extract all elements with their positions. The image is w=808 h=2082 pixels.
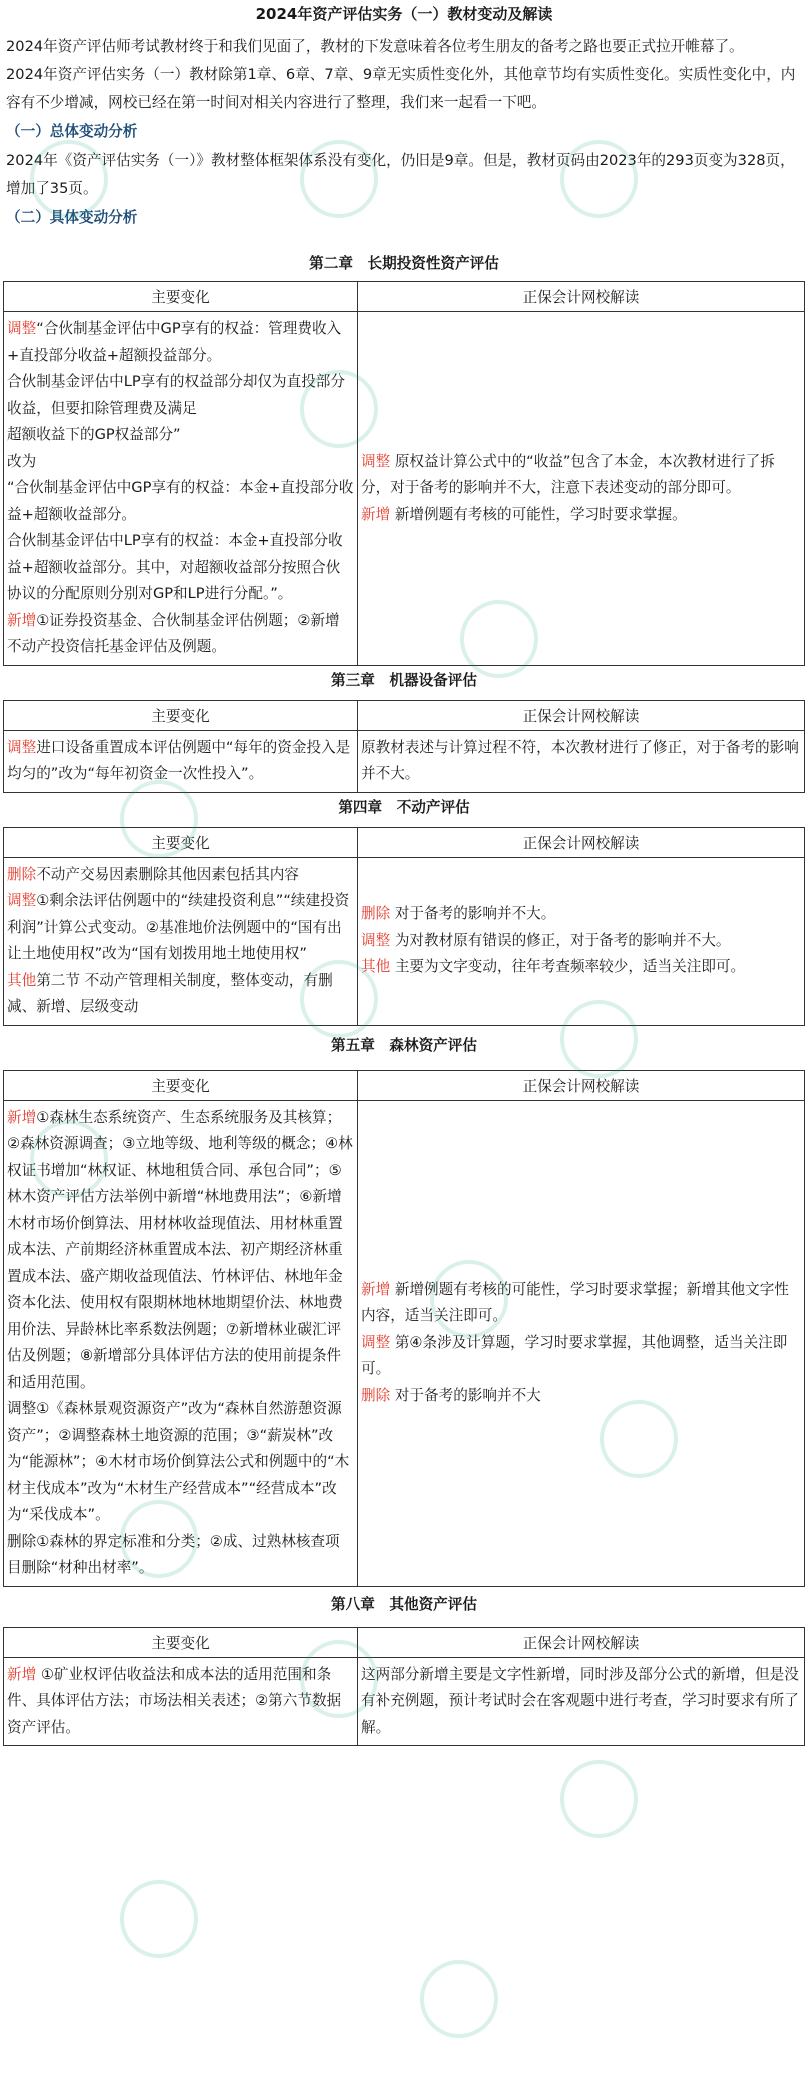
intro-paragraph-2: 2024年资产评估实务（一）教材除第1章、6章、7章、9章无实质性变化外，其他章节均有实质性变化。实质性变化中，内容有不少增减，网校已经在第一时间对相关内容进行了整理，我们来一起看一下吧。	[6, 66, 796, 111]
column-header-interpretation: 正保会计网校解读	[358, 282, 805, 312]
column-header-interpretation: 正保会计网校解读	[358, 1070, 805, 1100]
change-tag-add: 新增	[7, 1665, 37, 1683]
change-tag-adjust: 调整	[7, 892, 37, 909]
chapter-8-title: 第八章 其他资产评估	[331, 1595, 477, 1613]
change-tag-other: 其他	[7, 971, 37, 989]
chapter-5-title: 第五章 森林资产评估	[331, 1036, 477, 1054]
column-header-changes: 主要变化	[4, 700, 358, 730]
change-tag-add: 新增	[361, 505, 391, 523]
chapter-8-changes-cell	[4, 1657, 358, 1746]
chapter-8-table	[3, 1627, 805, 1747]
chapter-5-changes-cell	[4, 1100, 358, 1586]
entry-text: ①证券投资基金、合伙制基金评估例题；②新增不动产投资信托基金评估及例题。	[7, 611, 340, 655]
chapter-4-changes-cell	[4, 857, 358, 1025]
change-tag-add: 新增	[7, 611, 37, 629]
ch4-left-entry	[7, 968, 354, 1021]
chapter-3-interpretation-cell	[358, 730, 805, 792]
ch4-left-entry	[7, 888, 354, 968]
entry-text: ①矿业权评估收益法和成本法的适用范围和条件、具体评估方法；市场法相关表述；②第六节数据资产评估。	[7, 1665, 342, 1736]
change-tag-other: 其他	[361, 958, 391, 976]
chapter-4-title: 第四章 不动产评估	[338, 798, 470, 816]
chapter-4-interpretation-cell	[358, 857, 805, 1025]
change-tag-add: 新增	[7, 1108, 37, 1126]
chapter-5-table	[3, 1070, 805, 1587]
ch3-left-entry	[7, 735, 354, 788]
entry-text: 第④条涉及计算题，学习时要求掌握，其他调整，适当关注即可。	[361, 1333, 788, 1378]
entry-text: 主要为文字变动，往年考查频率较少，适当关注即可。	[390, 958, 746, 976]
change-tag-adjust: 调整	[361, 1333, 391, 1351]
entry-text: 调整①《森林景观资源资产”改为“森林自然游憩资源资产”；②调整森林土地资源的范围；③“薪炭林”改为“能源林”；④木材市场价倒算法公式和例题中的“木材主伐成本”改为“木材生产经营成本”“经营成本”改为“采伐成本”。	[7, 1400, 350, 1523]
ch2-left-entry	[7, 608, 354, 661]
watermark-logo	[420, 1960, 506, 2046]
column-header-changes: 主要变化	[4, 827, 358, 857]
chapter-3-table	[3, 700, 805, 793]
column-header-changes: 主要变化	[4, 282, 358, 312]
chapter-2-title: 第二章 长期投资性资产评估	[309, 255, 499, 272]
watermark-logo	[560, 1760, 646, 1846]
entry-text: 删除①森林的界定标准和分类；②成、过熟林核查项目删除“材种出材率”。	[7, 1532, 340, 1576]
watermark-logo	[120, 1880, 206, 1966]
entry-text: 原权益计算公式中的“收益”包含了本金，本次教材进行了拆分，对于备考的影响并不大，注意下表述变动的部分即可。	[361, 452, 775, 496]
entry-text: 超额收益下的GP权益部分”	[7, 426, 181, 443]
entry-text: 合伙制基金评估中LP享有的权益：本金+直投部分收益+超额收益部分。其中，对超额收益部分按照合伙协议的分配原则分别对GP和LP进行分配。”。	[7, 532, 343, 602]
change-tag-adjust: 调整	[7, 320, 37, 337]
ch2-right-entry	[361, 449, 801, 502]
change-tag-delete: 删除	[361, 1386, 391, 1404]
ch4-right-entry	[361, 928, 801, 955]
chapter-2-interpretation-cell	[358, 312, 805, 666]
ch8-left-entry	[7, 1662, 354, 1742]
entry-text: 第二节 不动产管理相关制度，整体变动，有删减、新增、层级变动	[7, 971, 333, 1015]
ch5-left-entry	[7, 1396, 354, 1529]
chapter-2-changes-cell	[4, 312, 358, 666]
ch2-left-entry	[7, 422, 354, 449]
ch2-left-entry	[7, 528, 354, 608]
entry-text: 不动产交易因素删除其他因素包括其内容	[36, 865, 299, 883]
entry-text: 改为	[7, 452, 37, 470]
ch5-left-entry	[7, 1529, 354, 1582]
entry-text: 对于备考的影响并不大。	[390, 905, 556, 923]
change-tag-delete: 删除	[7, 865, 37, 883]
ch2-left-entry	[7, 316, 354, 369]
column-header-interpretation: 正保会计网校解读	[358, 1627, 805, 1657]
section-heading-overall: （一）总体变动分析	[6, 123, 138, 140]
ch2-left-entry	[7, 475, 354, 528]
column-header-interpretation: 正保会计网校解读	[358, 827, 805, 857]
chapter-2-table	[3, 281, 805, 666]
entry-text: ①剩余法评估例题中的“续建投资利息”“续建投资利润”计算公式变动。②基准地价法例题中的“国有出让土地使用权”改为“国有划拨用地土地使用权”	[7, 892, 350, 962]
ch8-right-entry	[361, 1662, 801, 1742]
ch5-left-entry	[7, 1105, 354, 1397]
ch4-left-entry	[7, 862, 354, 889]
change-tag-add: 新增	[361, 1280, 391, 1298]
entry-text: ①森林生态系统资产、生态系统服务及其核算；②森林资源调查；③立地等级、地利等级的概念；④林权证书增加“林权证、林地租赁合同、承包合同”；⑤林木资产评估方法举例中新增“林地费用法”；⑥新增木材市场价倒算法、用材林收益现值法、用材林重置成本法、产前期经济林重置成本法、初产期经济林重置成本法、盛产期收益现值法、竹林评估、林地年金资本化法、使用权有限期林地林地期望价法、林地费用价法、异龄林比率系数法例题；⑦新增林业碳汇评估及例题；⑧新增部分具体评估方法的使用前提条件和适用范围。	[7, 1108, 353, 1391]
entry-text: “合伙制基金评估中GP享有的权益：管理费收入+直投部分收益+超额投益部分。	[7, 320, 342, 364]
chapter-8-interpretation-cell	[358, 1657, 805, 1746]
entry-text: 新增例题有考核的可能性，学习时要求掌握。	[390, 505, 687, 523]
ch2-left-entry	[7, 449, 354, 476]
ch5-right-entry	[361, 1383, 801, 1410]
entry-text: 进口设备重置成本评估例题中“每年的资金投入是均匀的”改为“每年初资金一次性投入”。	[7, 738, 351, 782]
entry-text: 对于备考的影响并不大	[390, 1386, 541, 1404]
ch4-right-entry	[361, 901, 801, 928]
chapter-5-interpretation-cell	[358, 1100, 805, 1586]
section-heading-specific: （二）具体变动分析	[6, 209, 138, 226]
change-tag-adjust: 调整	[361, 931, 391, 949]
ch5-right-entry	[361, 1330, 801, 1383]
entry-text: 为对教材原有错误的修正，对于备考的影响并不大。	[390, 931, 731, 949]
entry-text: 原教材表述与计算过程不符，本次教材进行了修正，对于备考的影响并不大。	[361, 738, 799, 782]
ch3-right-entry	[361, 735, 801, 788]
intro-paragraph-1: 2024年资产评估师考试教材终于和我们见面了，教材的下发意味着各位考生朋友的备考之路也要正式拉开帷幕了。	[6, 38, 744, 55]
document-title: 2024年资产评估实务（一）教材变动及解读	[255, 5, 553, 23]
ch2-right-entry	[361, 502, 801, 529]
column-header-changes: 主要变化	[4, 1070, 358, 1100]
intro-paragraph-3: 2024年《资产评估实务（一）》教材整体框架体系没有变化，仍旧是9章。但是，教材页码由2023年的293页变为328页，增加了35页。	[6, 152, 795, 197]
ch4-right-entry	[361, 954, 801, 981]
ch5-right-entry	[361, 1277, 801, 1330]
column-header-changes: 主要变化	[4, 1627, 358, 1657]
ch2-left-entry	[7, 369, 354, 422]
chapter-3-changes-cell	[4, 730, 358, 792]
change-tag-delete: 删除	[361, 905, 391, 923]
entry-text: 这两部分新增主要是文字性新增，同时涉及部分公式的新增，但是没有补充例题，预计考试时会在客观题中进行考查，学习时要求有所了解。	[361, 1665, 799, 1736]
chapter-4-table	[3, 827, 805, 1026]
entry-text: 合伙制基金评估中LP享有的权益部分却仅为直投部分收益，但要扣除管理费及满足	[7, 373, 345, 417]
change-tag-adjust: 调整	[361, 452, 391, 470]
column-header-interpretation: 正保会计网校解读	[358, 700, 805, 730]
entry-text: “合伙制基金评估中GP享有的权益：本金+直投部分收益+超额收益部分。	[7, 479, 354, 523]
entry-text: 新增例题有考核的可能性，学习时要求掌握；新增其他文字性内容，适当关注即可。	[361, 1280, 789, 1325]
chapter-3-title: 第三章 机器设备评估	[331, 671, 477, 689]
change-tag-adjust: 调整	[7, 738, 37, 756]
